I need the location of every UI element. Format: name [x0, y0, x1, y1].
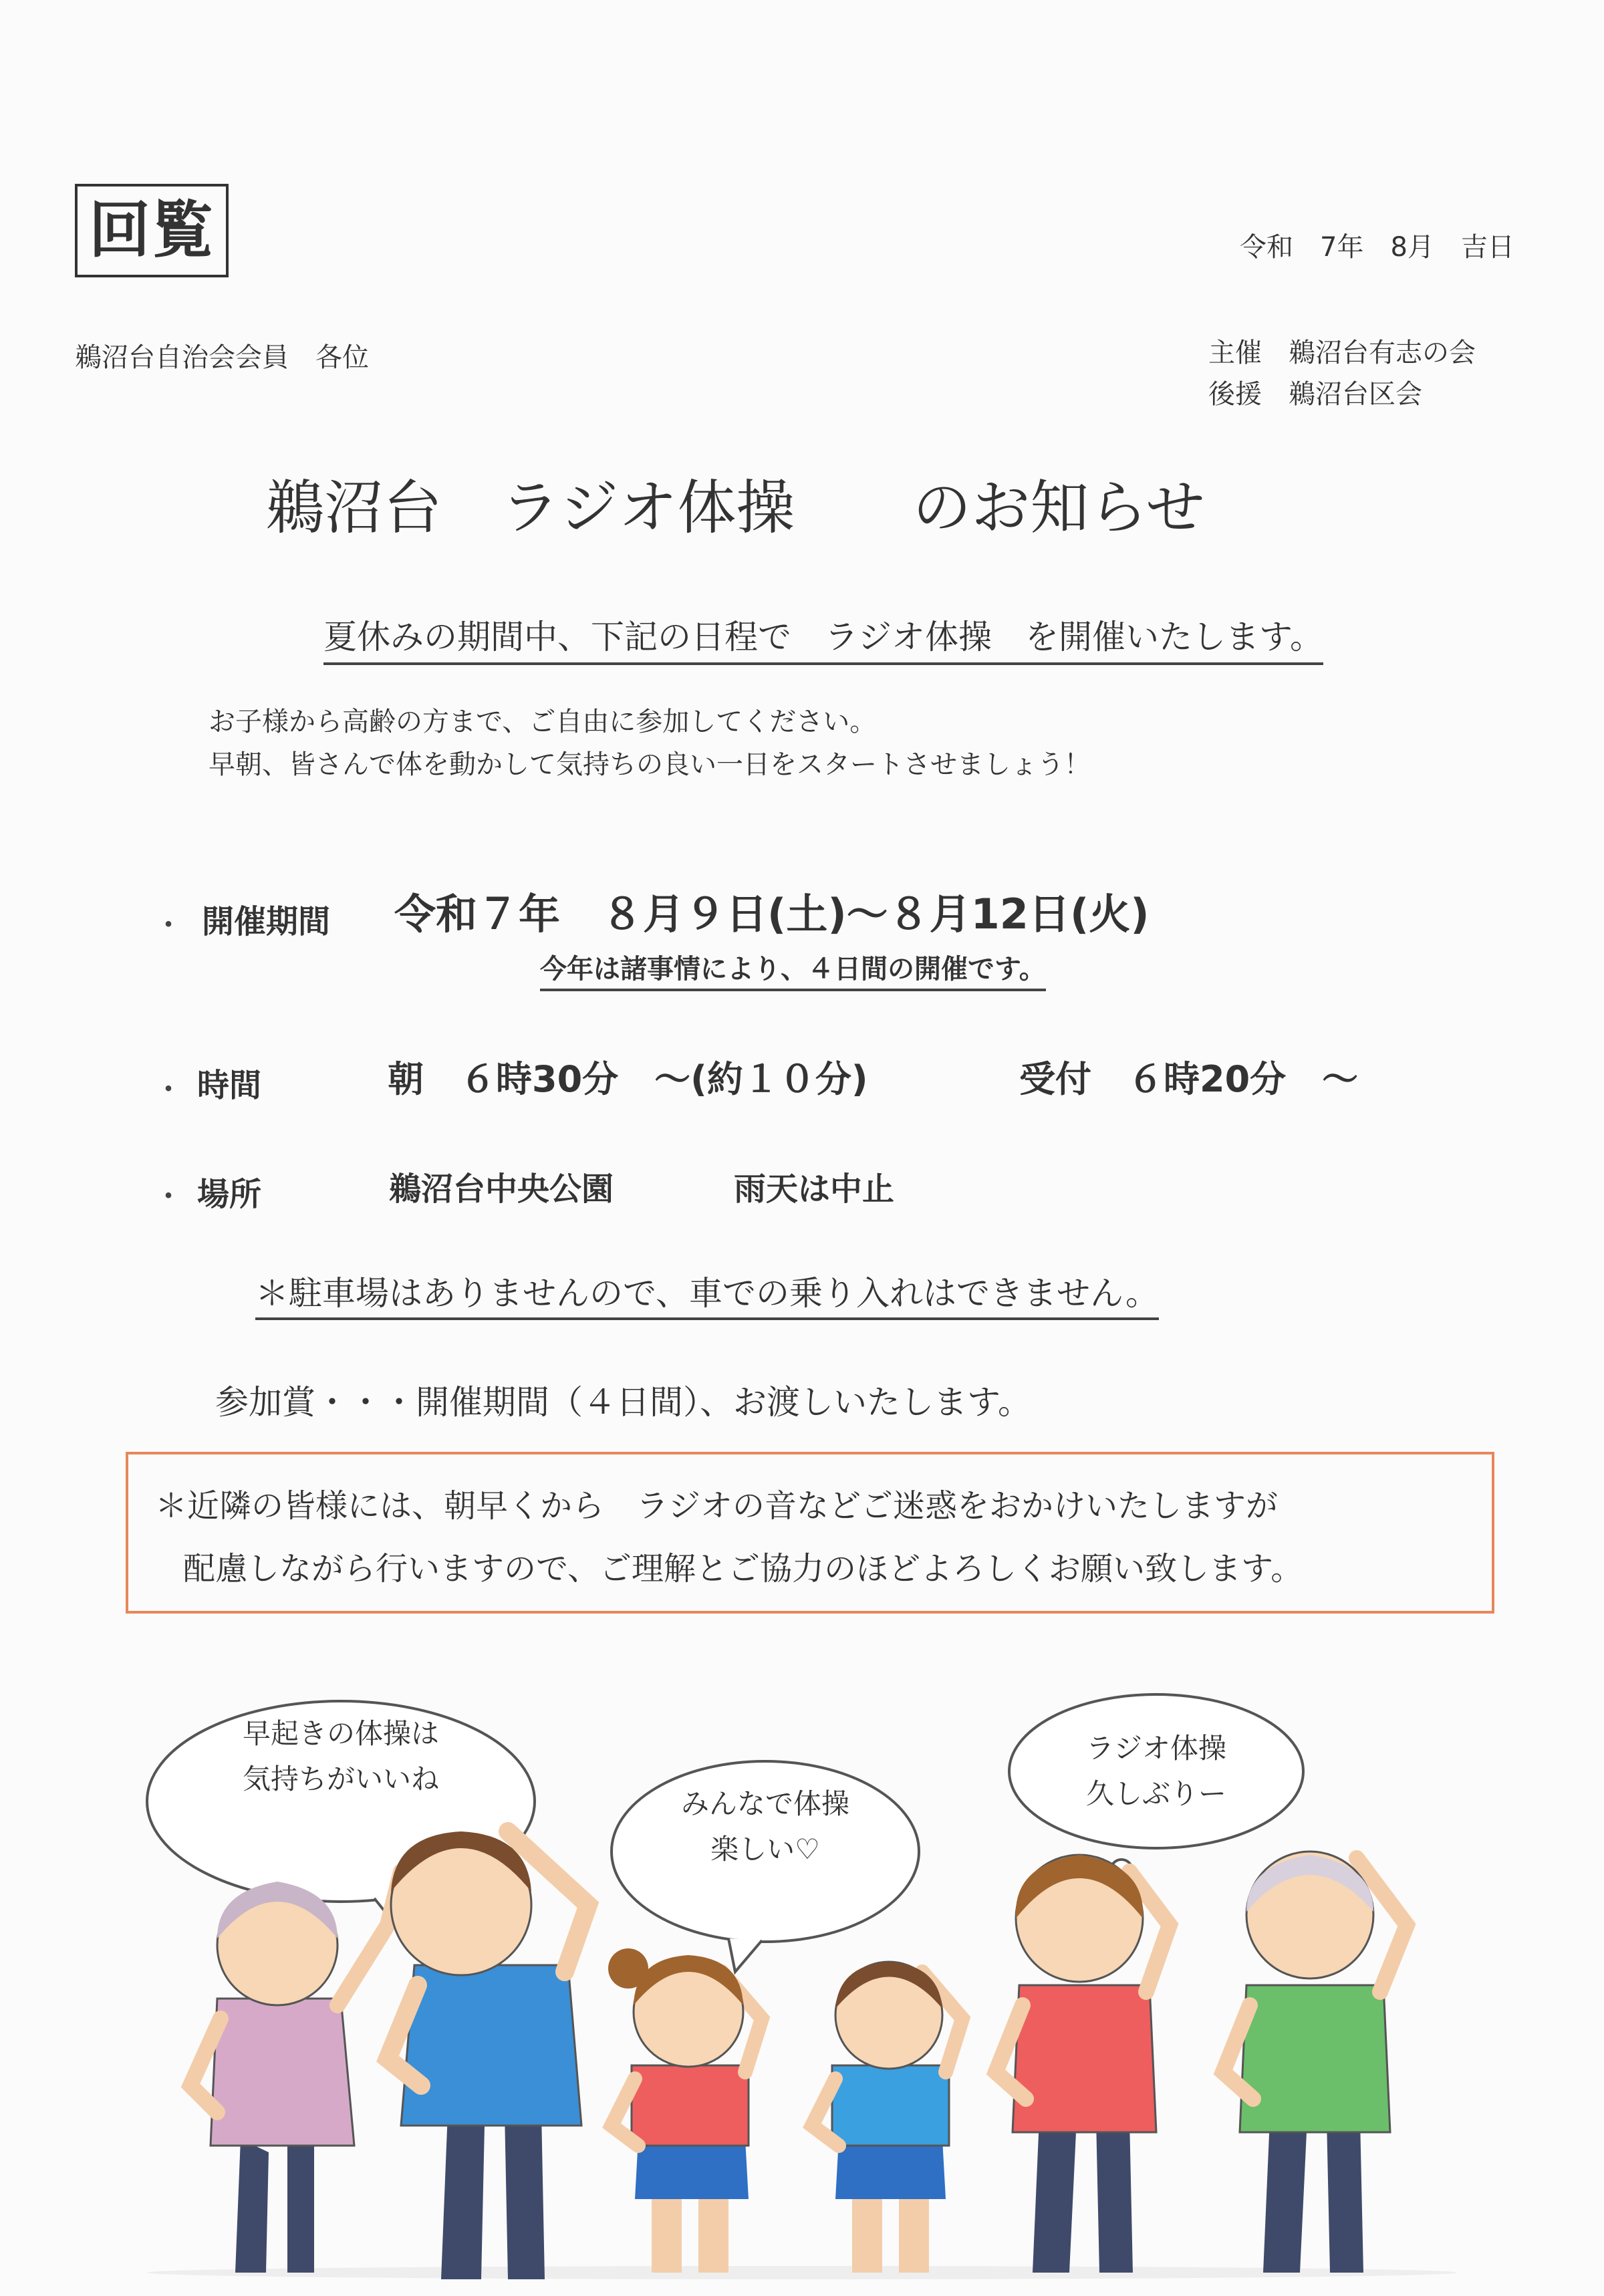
supporter: 後援 鵜沼台区会 — [1208, 379, 1422, 410]
prize-note: 参加賞・・・開催期間（４日間）、お渡しいたします。 — [215, 1383, 1031, 1422]
person-girl — [608, 1948, 762, 2273]
bullet: ・ — [155, 1181, 182, 1212]
lead-text: 夏休みの期間中、下記の日程で ラジオ体操 を開催いたします。 — [323, 610, 1323, 665]
bubble-text-3: ラジオ体操 久しぶりー — [1085, 1732, 1226, 1810]
notice-line: 配慮しながら行いますので、ご理解とご協力のほどよろしくお願い致します。 — [183, 1550, 1303, 1587]
place-label: 場所 — [197, 1176, 262, 1213]
person-mom — [996, 1855, 1170, 2273]
intro-line: 早朝、皆さんで体を動かして気持ちの良い一日をスタートさせましょう！ — [209, 749, 1091, 780]
person-grandpa — [1223, 1852, 1407, 2273]
addressee: 鵜沼台自治会会員 各位 — [75, 342, 369, 373]
person-boy — [812, 1962, 962, 2273]
notice-box — [126, 1452, 1494, 1614]
intro-text — [209, 700, 1091, 786]
organizer-block — [1208, 332, 1476, 415]
bubble-text-2: みんなで体操 楽しい♡ — [680, 1787, 849, 1866]
period-value: 令和７年 ８月９日(土)～８月12日(火) — [394, 890, 1150, 938]
organizer: 主催 鵜沼台有志の会 — [1208, 338, 1476, 368]
bullet: ・ — [155, 910, 182, 940]
notice-line: ＊近隣の皆様には、朝早くから ラジオの音などご迷惑をおかけいたしますが — [155, 1487, 1279, 1525]
page-title: 鵜沼台 ラジオ体操 のお知らせ — [265, 473, 1205, 542]
person-grandma — [190, 1872, 401, 2273]
reception-time: 受付 ６時20分 ～ — [1019, 1058, 1359, 1100]
issue-date: 令和 7年 8月 吉日 — [1240, 232, 1514, 263]
period-label: 開催期間 — [202, 903, 331, 940]
bullet: ・ — [155, 1074, 182, 1105]
place-value: 鵜沼台中央公園 — [389, 1170, 614, 1208]
period-note: 今年は諸事情により、４日間の開催です。 — [540, 948, 1046, 991]
person-dad — [388, 1831, 588, 2279]
intro-line: お子様から高齢の方まで、ご自由に参加してください。 — [209, 707, 877, 737]
time-label: 時間 — [197, 1067, 262, 1104]
kairan-stamp: 回覧 — [75, 184, 229, 277]
parking-note: ＊駐車場はありませんので、車での乗り入れはできません。 — [255, 1267, 1159, 1320]
time-value: 朝 ６時30分 ～(約１０分) — [388, 1058, 868, 1100]
bubble-text-1: 早起きの体操は 気持ちがいいね — [242, 1717, 439, 1795]
rain-note: 雨天は中止 — [734, 1170, 895, 1208]
